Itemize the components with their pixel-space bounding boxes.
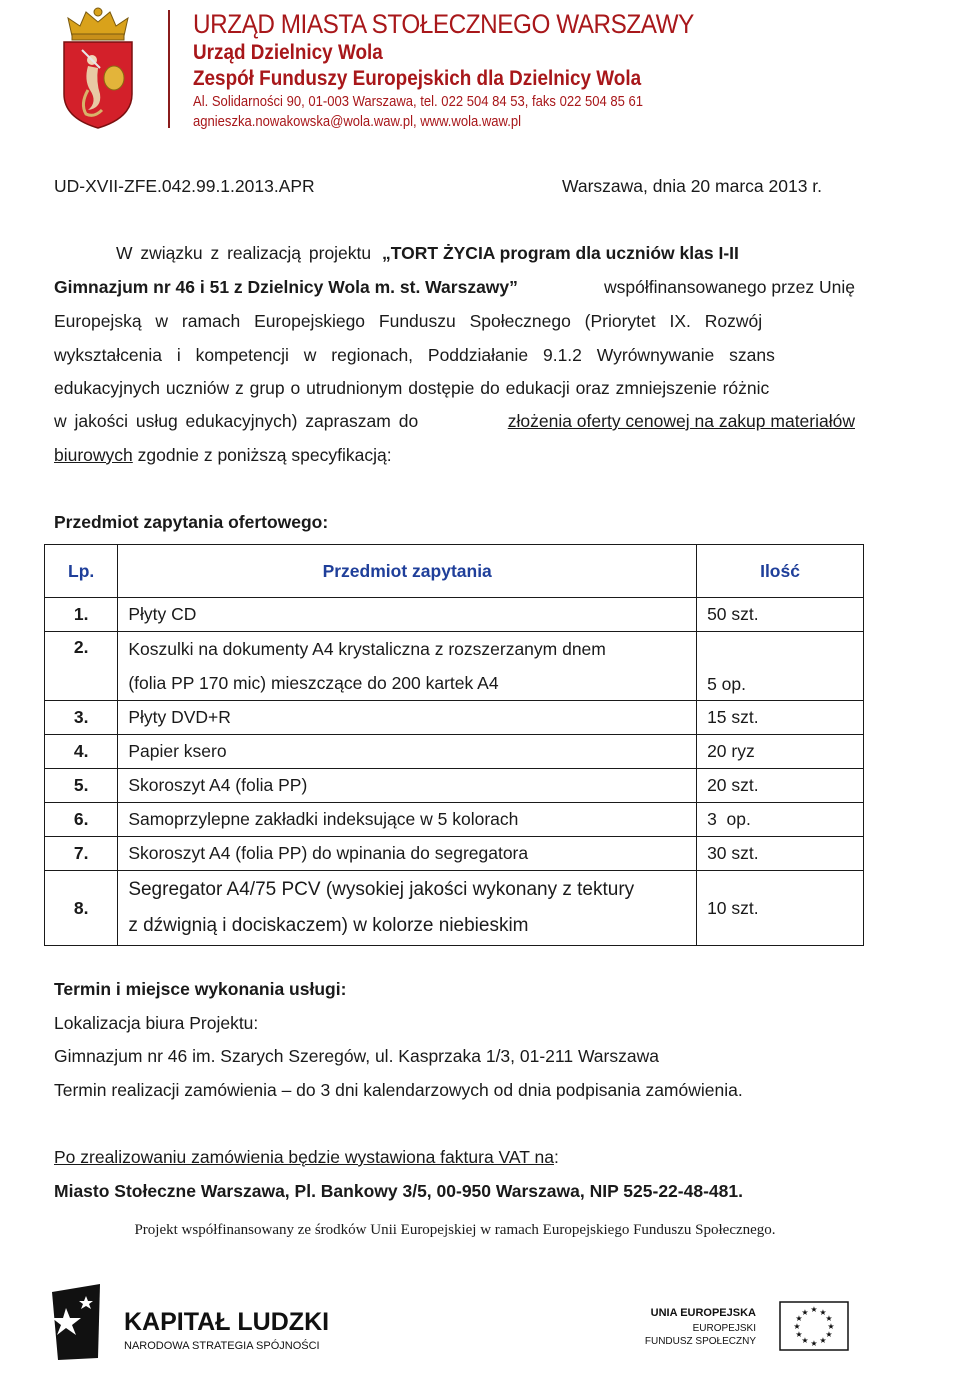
date-line: Warszawa, dnia 20 marca 2013 r.	[562, 176, 823, 196]
letterhead	[193, 8, 750, 132]
district-office: Urząd Dzielnicy Wola	[193, 41, 383, 64]
row-name: Skoroszyt A4 (folia PP)	[118, 769, 697, 803]
row-name: Płyty DVD+R	[118, 701, 697, 735]
row-qty: 15 szt.	[697, 701, 864, 735]
invoice-label: Po zrealizowaniu zamówienia będzie wystawiona faktura VAT na:	[54, 1147, 559, 1167]
svg-text:★: ★	[795, 1314, 803, 1323]
team-name: Zespół Funduszy Europejskich dla Dzielnicy Wola	[193, 67, 642, 90]
terms-heading: Termin i miejsce wykonania usługi:	[54, 979, 347, 999]
row-qty: 30 szt.	[697, 837, 864, 871]
row-qty: 5 op.	[697, 632, 864, 701]
office-name: URZĄD MIASTA STOŁECZNEGO WARSZAWY	[193, 9, 694, 39]
svg-text:★: ★	[819, 1308, 827, 1317]
intro-line-5: edukacyjnych uczniów z grup o utrudnionym dostępie do edukacji oraz zmniejszenie różnic	[54, 378, 770, 398]
ue-line-2: EUROPEJSKI	[692, 1323, 756, 1334]
table-row	[45, 598, 864, 632]
row-lp: 1.	[45, 598, 118, 632]
header-divider	[168, 10, 170, 128]
row-name: Płyty CD	[118, 598, 697, 632]
svg-text:★: ★	[793, 1322, 801, 1331]
svg-text:★: ★	[825, 1330, 833, 1339]
row-lp: 4.	[45, 735, 118, 769]
svg-text:★: ★	[795, 1330, 803, 1339]
header-lp: Lp.	[45, 545, 118, 598]
contact-line: agnieszka.nowakowska@wola.waw.pl, www.wola.waw.pl	[193, 114, 522, 130]
kapital-ludzki-logo	[40, 1282, 380, 1362]
location-address: Gimnazjum nr 46 im. Szarych Szeregów, ul. Kasprzaka 1/3, 01-211 Warszawa	[54, 1046, 659, 1066]
row-lp: 2.	[45, 632, 118, 701]
intro-line-7: biurowych zgodnie z poniższą specyfikacją:	[54, 445, 392, 465]
row-qty: 50 szt.	[697, 598, 864, 632]
invoice-recipient: Miasto Stołeczne Warszawa, Pl. Bankowy 3/5, 00-950 Warszawa, NIP 525-22-48-481.	[54, 1181, 743, 1201]
row-name: Skoroszyt A4 (folia PP) do wpinania do segregatora	[118, 837, 697, 871]
reference-number: UD-XVII-ZFE.042.99.1.2013.APR	[54, 176, 315, 196]
intro-line-2: Gimnazjum nr 46 i 51 z Dzielnicy Wola m. st. Warszawy” współfinansowanego przez Unię	[54, 277, 855, 297]
row-lp: 7.	[45, 837, 118, 871]
row-qty: 10 szt.	[697, 871, 864, 946]
items-table	[44, 544, 864, 946]
table-row	[45, 837, 864, 871]
header-quantity: Ilość	[697, 545, 864, 598]
svg-text:★: ★	[827, 1322, 835, 1331]
svg-text:★: ★	[825, 1314, 833, 1323]
kapital-subtitle: NARODOWA STRATEGIA SPÓJNOŚCI	[124, 1340, 320, 1352]
table-row	[45, 735, 864, 769]
row-name: Samoprzylepne zakładki indeksujące w 5 kolorach	[118, 803, 697, 837]
intro-line-3: Europejską w ramach Europejskiego Funduszu Społecznego (Priorytet IX. Rozwój	[54, 311, 763, 331]
ue-line-3: FUNDUSZ SPOŁECZNY	[644, 1336, 756, 1347]
location-label: Lokalizacja biura Projektu:	[54, 1013, 259, 1033]
row-qty: 20 ryz	[697, 735, 864, 769]
row-lp: 6.	[45, 803, 118, 837]
svg-text:★: ★	[810, 1305, 818, 1314]
table-row	[45, 769, 864, 803]
intro-line-1: W związku z realizacją projektu „TORT ŻYCIA program dla uczniów klas I-II	[116, 243, 739, 263]
svg-text:★: ★	[801, 1336, 809, 1345]
footer-note: Projekt współfinansowany ze środków Unii Europejskiej w ramach Europejskiego Funduszu Społecznego.	[134, 1222, 776, 1238]
table-row	[45, 803, 864, 837]
row-qty: 20 szt.	[697, 769, 864, 803]
ue-line-1: UNIA EUROPEJSKA	[650, 1307, 756, 1319]
svg-text:★: ★	[810, 1339, 818, 1348]
row-qty: 3 op.	[697, 803, 864, 837]
kapital-title: KAPITAŁ LUDZKI	[124, 1308, 330, 1336]
svg-text:★: ★	[801, 1308, 809, 1317]
row-name: Segregator A4/75 PCV (wysokiej jakości wykonany z tektury z dźwignią i dociskaczem) w kolorze niebieskim	[118, 871, 697, 946]
row-lp: 3.	[45, 701, 118, 735]
table-row	[45, 632, 864, 701]
address-line: Al. Solidarności 90, 01-003 Warszawa, tel. 022 504 84 53, faks 022 504 85 61	[193, 94, 644, 110]
deadline-text: Termin realizacji zamówienia – do 3 dni kalendarzowych od dnia podpisania zamówienia.	[54, 1080, 743, 1100]
intro-line-4: wykształcenia i kompetencji w regionach, Poddziałanie 9.1.2 Wyrównywanie szans	[54, 345, 775, 365]
table-row	[45, 871, 864, 946]
table-row	[45, 701, 864, 735]
subject-heading: Przedmiot zapytania ofertowego:	[54, 512, 329, 532]
ue-efs-logo	[644, 1300, 854, 1352]
intro-line-6: w jakości usług edukacyjnych) zapraszam do złożenia oferty cenowej na zakup materiałów	[54, 411, 855, 431]
row-lp: 5.	[45, 769, 118, 803]
row-name: Koszulki na dokumenty A4 krystaliczna z rozszerzanym dnem (folia PP 170 mic) mieszczące do 200 kartek A4	[118, 632, 697, 701]
warsaw-coat-of-arms-icon	[58, 6, 138, 130]
header-subject: Przedmiot zapytania	[118, 545, 697, 598]
row-lp: 8.	[45, 871, 118, 946]
row-name: Papier ksero	[118, 735, 697, 769]
svg-text:★: ★	[819, 1336, 827, 1345]
table-header-row	[45, 545, 864, 598]
